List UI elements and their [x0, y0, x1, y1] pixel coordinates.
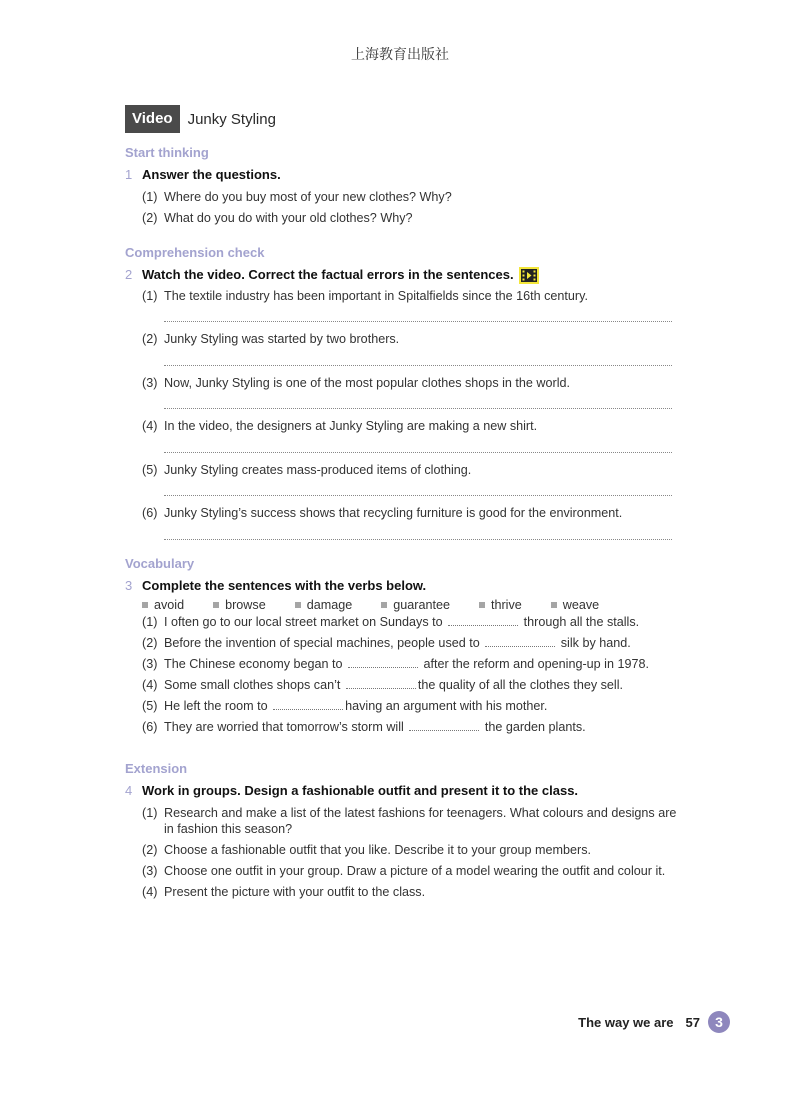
- section-heading: Extension: [125, 761, 188, 776]
- list-item: (6) They are worried that tomorrow’s storm will the garden plants.: [142, 720, 586, 734]
- bullet-icon: [142, 602, 148, 608]
- list-item: (2) Before the invention of special machines, people used to silk by hand.: [142, 636, 631, 650]
- word-bank-item: thrive: [479, 598, 522, 612]
- task-number: 4: [125, 783, 133, 798]
- bullet-icon: [381, 602, 387, 608]
- section-heading: Vocabulary: [125, 556, 195, 571]
- video-tag: Video: [125, 105, 180, 133]
- answer-line[interactable]: [164, 365, 672, 366]
- publisher-name: 上海教育出版社: [351, 47, 449, 63]
- item-number: (6): [142, 506, 158, 520]
- word-bank-item: weave: [551, 598, 599, 612]
- fill-in-blank[interactable]: [346, 677, 416, 689]
- fill-in-blank[interactable]: [273, 698, 343, 710]
- page-footer: [578, 1011, 730, 1033]
- bullet-icon: [479, 602, 485, 608]
- item-number: (5): [142, 463, 158, 477]
- list-item: [142, 331, 695, 366]
- answer-line[interactable]: [164, 321, 672, 322]
- section-heading: Comprehension check: [125, 245, 265, 260]
- list-item: (1) Research and make a list of the latest fashions for teenagers. What colours and designs are in fashion this season?: [142, 806, 677, 836]
- section-comprehension-check: [125, 245, 695, 540]
- section-vocabulary: [125, 556, 695, 735]
- word-bank-item: avoid: [142, 598, 184, 612]
- list-item: [142, 505, 695, 540]
- item-text: Junky Styling’s success shows that recycling furniture is good for the environment.: [164, 506, 623, 520]
- task-instruction: [125, 267, 695, 284]
- word-bank: [142, 598, 695, 612]
- task-number: 1: [125, 167, 133, 182]
- item-number: (4): [142, 419, 158, 433]
- item-text: Now, Junky Styling is one of the most popular clothes shops in the world.: [164, 376, 571, 390]
- video-icon[interactable]: [519, 267, 539, 284]
- answer-line[interactable]: [164, 539, 672, 540]
- word-bank-item: browse: [213, 598, 266, 612]
- task-text: Answer the questions.: [142, 167, 281, 182]
- word-bank-item: guarantee: [381, 598, 450, 612]
- bullet-icon: [295, 602, 301, 608]
- list-item: (1) I often go to our local street market on Sundays to through all the stalls.: [142, 615, 640, 629]
- task-text: Complete the sentences with the verbs below.: [142, 578, 427, 593]
- footer-unit-title: The way we are: [578, 1014, 674, 1030]
- item-number: (3): [142, 376, 158, 390]
- page-title: Junky Styling: [187, 110, 276, 128]
- list-item: [142, 288, 695, 322]
- item-text: Where do you buy most of your new clothes? Why?: [164, 190, 452, 204]
- fill-in-blank[interactable]: [448, 614, 518, 626]
- bullet-icon: [551, 602, 557, 608]
- section-heading: Start thinking: [125, 145, 209, 160]
- list-item: (4) Present the picture with your outfit to the class.: [142, 885, 426, 899]
- section-start-thinking: [125, 145, 695, 226]
- item-text: Junky Styling creates mass-produced items of clothing.: [164, 463, 472, 477]
- item-text: The textile industry has been important in Spitalfields since the 16th century.: [164, 289, 588, 303]
- item-text: What do you do with your old clothes? Why?: [164, 211, 413, 225]
- answer-line[interactable]: [164, 408, 672, 409]
- fill-in-blank[interactable]: [409, 719, 479, 731]
- list-item: [142, 418, 695, 453]
- section-extension: [125, 761, 695, 900]
- list-item: [142, 210, 695, 226]
- task-instruction: [125, 167, 695, 183]
- list-item: (3) The Chinese economy began to after the reform and opening-up in 1978.: [142, 657, 649, 671]
- task-instruction: [125, 578, 695, 594]
- answer-line[interactable]: [164, 452, 672, 453]
- item-number: (1): [142, 289, 158, 303]
- item-number: (2): [142, 211, 158, 225]
- task-number: 3: [125, 578, 133, 593]
- task-number: 2: [125, 267, 133, 282]
- fill-in-blank[interactable]: [485, 635, 555, 647]
- list-item: (3) Choose one outfit in your group. Draw a picture of a model wearing the outfit and colour it.: [142, 864, 666, 878]
- item-text: In the video, the designers at Junky Styling are making a new shirt.: [164, 419, 538, 433]
- list-item: [142, 189, 695, 205]
- item-text: Junky Styling was started by two brothers.: [164, 332, 400, 346]
- unit-badge: 3: [708, 1011, 730, 1033]
- list-item: (4) Some small clothes shops can’t the quality of all the clothes they sell.: [142, 678, 624, 692]
- list-item: [142, 375, 695, 409]
- bullet-icon: [213, 602, 219, 608]
- list-item: [142, 462, 695, 496]
- list-item: (2) Choose a fashionable outfit that you like. Describe it to your group members.: [142, 843, 592, 857]
- page-number: 57: [685, 1014, 700, 1030]
- task-text: Watch the video. Correct the factual errors in the sentences.: [142, 267, 514, 282]
- task-text: Work in groups. Design a fashionable outfit and present it to the class.: [142, 783, 579, 798]
- item-number: (1): [142, 190, 158, 204]
- list-item: (5) He left the room to having an argument with his mother.: [142, 699, 548, 713]
- task-instruction: [125, 783, 695, 799]
- item-number: (2): [142, 332, 158, 346]
- fill-in-blank[interactable]: [348, 656, 418, 668]
- answer-line[interactable]: [164, 495, 672, 496]
- word-bank-item: damage: [295, 598, 353, 612]
- page-header: [125, 105, 276, 133]
